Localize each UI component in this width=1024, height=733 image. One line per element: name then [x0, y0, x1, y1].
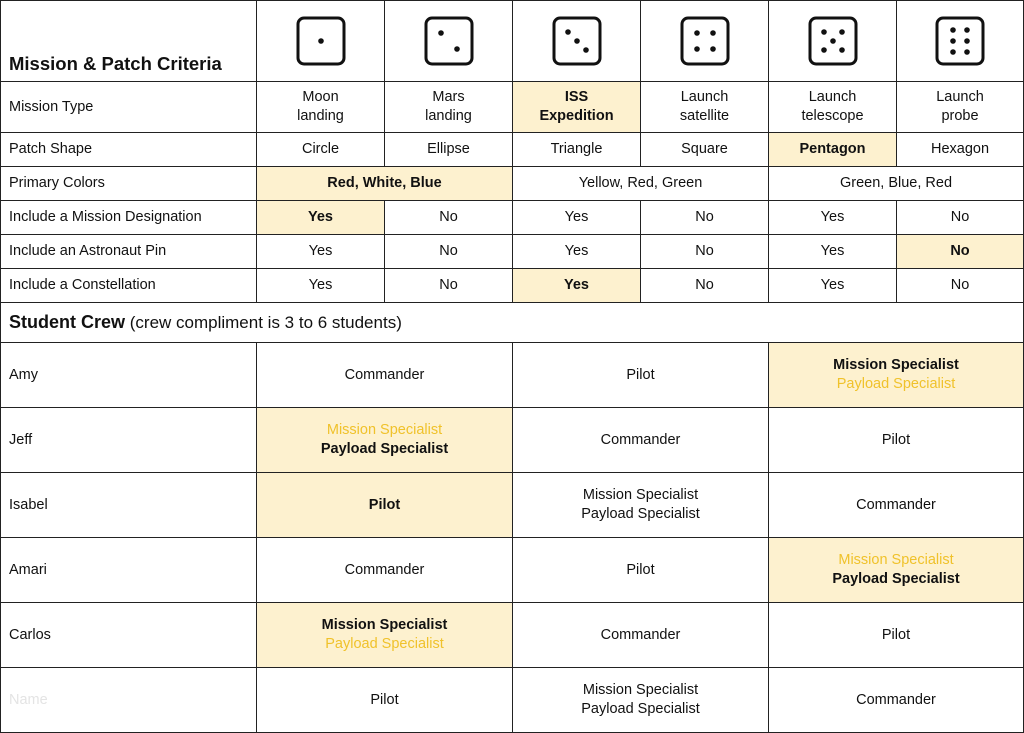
constellation-row [1, 269, 1024, 303]
astronaut-pin-cell: Yes [513, 235, 641, 269]
dice-header-row [1, 1, 1024, 82]
role-cell: Commander [513, 408, 769, 473]
die-cell [257, 1, 385, 82]
role-cell: Commander [513, 603, 769, 668]
die-pip [574, 38, 580, 44]
die-pip [565, 29, 571, 35]
role-cell: Commander [769, 668, 1024, 733]
die-four-icon [679, 15, 731, 67]
role-cell-selected: Mission Specialist Payload Specialist [769, 538, 1024, 603]
row-label: Mission Type [1, 82, 257, 133]
die-five-icon [807, 15, 859, 67]
patch-shape-row [1, 133, 1024, 167]
mission-type-cell: Moon landing [257, 82, 385, 133]
crew-row [1, 603, 1024, 668]
student-crew-header-row [1, 303, 1024, 343]
designation-cell: Yes [769, 201, 897, 235]
die-pip [964, 27, 970, 33]
designation-cell-selected: Yes [257, 201, 385, 235]
patch-shape-cell-selected: Pentagon [769, 133, 897, 167]
die-pip [839, 29, 845, 35]
die-cell [385, 1, 513, 82]
crew-name: Amari [1, 538, 257, 603]
mission-type-cell: Mars landing [385, 82, 513, 133]
designation-cell: No [897, 201, 1024, 235]
crew-name-placeholder[interactable]: Name [1, 668, 257, 733]
section-note: (crew compliment is 3 to 6 students) [129, 313, 402, 332]
constellation-cell: No [641, 269, 769, 303]
primary-colors-row [1, 167, 1024, 201]
crew-row [1, 668, 1024, 733]
patch-shape-cell: Circle [257, 133, 385, 167]
constellation-cell: No [897, 269, 1024, 303]
die-cell [513, 1, 641, 82]
designation-cell: No [641, 201, 769, 235]
crew-row [1, 538, 1024, 603]
crew-name: Jeff [1, 408, 257, 473]
role-cell: Commander [257, 343, 513, 408]
role-cell: Pilot [769, 603, 1024, 668]
designation-cell: No [385, 201, 513, 235]
row-label: Include a Mission Designation [1, 201, 257, 235]
role-cell: Pilot [769, 408, 1024, 473]
die-pip [318, 38, 324, 44]
die-pip [964, 38, 970, 44]
role-cell: Pilot [513, 538, 769, 603]
page-title: Mission & Patch Criteria [1, 1, 257, 82]
constellation-cell: No [385, 269, 513, 303]
astronaut-pin-row [1, 235, 1024, 269]
role-cell-selected: Mission Specialist Payload Specialist [769, 343, 1024, 408]
role-cell: Mission Specialist Payload Specialist [513, 668, 769, 733]
patch-shape-cell: Hexagon [897, 133, 1024, 167]
role-cell-selected: Mission Specialist Payload Specialist [257, 603, 513, 668]
role-cell: Pilot [513, 343, 769, 408]
patch-shape-cell: Square [641, 133, 769, 167]
die-one-icon [295, 15, 347, 67]
role-cell: Commander [257, 538, 513, 603]
die-pip [950, 38, 956, 44]
crew-row [1, 343, 1024, 408]
crew-row [1, 473, 1024, 538]
primary-colors-cell: Green, Blue, Red [769, 167, 1024, 201]
primary-colors-cell: Yellow, Red, Green [513, 167, 769, 201]
role-cell: Commander [769, 473, 1024, 538]
astronaut-pin-cell: Yes [257, 235, 385, 269]
role-cell-selected: Pilot [257, 473, 513, 538]
die-pip [950, 49, 956, 55]
die-pip [694, 30, 700, 36]
crew-name: Amy [1, 343, 257, 408]
patch-shape-cell: Triangle [513, 133, 641, 167]
die-pip [830, 38, 836, 44]
role-cell: Mission Specialist Payload Specialist [513, 473, 769, 538]
constellation-cell: Yes [257, 269, 385, 303]
die-pip [821, 47, 827, 53]
mission-type-row [1, 82, 1024, 133]
die-pip [454, 46, 460, 52]
die-three-icon [551, 15, 603, 67]
crew-name: Carlos [1, 603, 257, 668]
die-two-icon [423, 15, 475, 67]
astronaut-pin-cell: No [641, 235, 769, 269]
crew-name: Isabel [1, 473, 257, 538]
die-pip [950, 27, 956, 33]
die-pip [710, 30, 716, 36]
die-pip [694, 46, 700, 52]
die-six-icon [934, 15, 986, 67]
mission-type-cell: Launch probe [897, 82, 1024, 133]
die-pip [839, 47, 845, 53]
die-pip [710, 46, 716, 52]
section-title: Student Crew [9, 312, 126, 332]
die-pip [438, 30, 444, 36]
mission-type-cell: Launch telescope [769, 82, 897, 133]
row-label: Include an Astronaut Pin [1, 235, 257, 269]
primary-colors-cell-selected: Red, White, Blue [257, 167, 513, 201]
die-cell [769, 1, 897, 82]
row-label: Include a Constellation [1, 269, 257, 303]
astronaut-pin-cell: Yes [769, 235, 897, 269]
astronaut-pin-cell: No [385, 235, 513, 269]
role-cell-selected: Mission Specialist Payload Specialist [257, 408, 513, 473]
row-label: Primary Colors [1, 167, 257, 201]
mission-type-cell: Launch satellite [641, 82, 769, 133]
student-crew-heading [1, 303, 1024, 343]
patch-shape-cell: Ellipse [385, 133, 513, 167]
die-pip [583, 47, 589, 53]
die-cell [897, 1, 1024, 82]
astronaut-pin-cell-selected: No [897, 235, 1024, 269]
die-cell [641, 1, 769, 82]
mission-type-cell-selected: ISS Expedition [513, 82, 641, 133]
constellation-cell-selected: Yes [513, 269, 641, 303]
role-cell: Pilot [257, 668, 513, 733]
constellation-cell: Yes [769, 269, 897, 303]
designation-row [1, 201, 1024, 235]
die-pip [964, 49, 970, 55]
designation-cell: Yes [513, 201, 641, 235]
die-pip [821, 29, 827, 35]
crew-row [1, 408, 1024, 473]
row-label: Patch Shape [1, 133, 257, 167]
